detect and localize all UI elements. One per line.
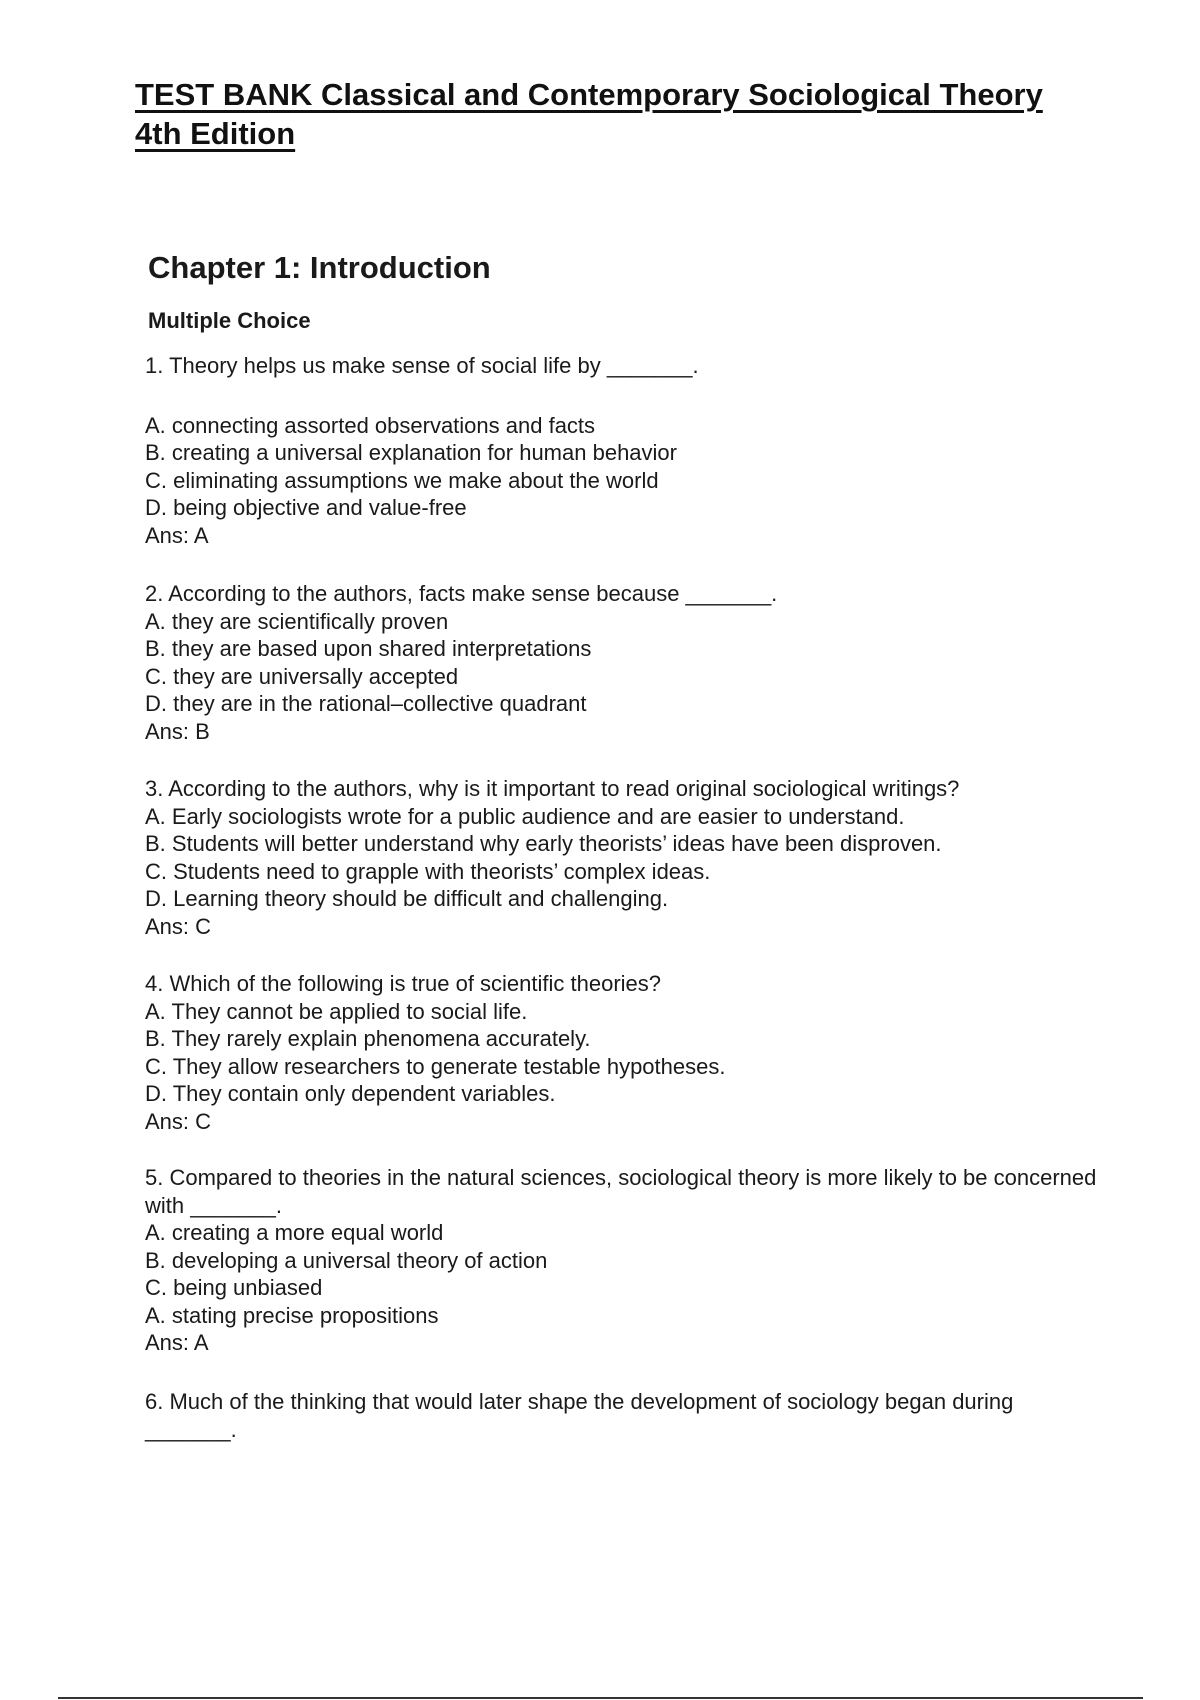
question-text: 5. Compared to theories in the natural sciences, sociological theory is more likely to be concerned with _______. [145, 1165, 1103, 1218]
answer-option: B. They rarely explain phenomena accurately. [145, 1026, 591, 1051]
answer-key: Ans: C [145, 1108, 212, 1134]
answer-option: B. creating a universal explanation for human behavior [145, 440, 677, 465]
question-2 [145, 580, 1105, 745]
question-3 [145, 775, 1105, 940]
answer-option: C. They allow researchers to generate testable hypotheses. [145, 1053, 726, 1079]
answer-option: A. connecting assorted observations and facts [145, 412, 596, 438]
answer-option: C. Students need to grapple with theorists’ complex ideas. [145, 858, 711, 884]
answer-option: C. eliminating assumptions we make about the world [145, 467, 659, 493]
answer-option: C. being unbiased [145, 1275, 323, 1300]
answer-key: Ans: C [145, 913, 212, 939]
answer-option: A. stating precise propositions [145, 1302, 439, 1328]
answer-option: A. Early sociologists wrote for a public audience and are easier to understand. [145, 803, 905, 829]
answer-option: A. creating a more equal world [145, 1220, 444, 1245]
question-text: 1. Theory helps us make sense of social life by _______. [145, 353, 699, 378]
question-4 [145, 970, 1105, 1135]
answer-key: Ans: A [145, 1330, 209, 1355]
question-5 [145, 1164, 1105, 1357]
answer-option: D. Learning theory should be difficult and challenging. [145, 886, 669, 911]
question-text: 6. Much of the thinking that would later shape the development of sociology began during _______. [145, 1389, 1020, 1442]
question-6 [145, 1388, 1105, 1443]
question-text: 4. Which of the following is true of scientific theories? [145, 971, 662, 996]
answer-key: Ans: A [145, 522, 209, 548]
question-text: 2. According to the authors, facts make sense because _______. [145, 581, 778, 606]
question-1 [145, 352, 1105, 549]
answer-option: D. they are in the rational–collective quadrant [145, 691, 587, 716]
answer-option: D. being objective and value-free [145, 495, 467, 520]
answer-option: B. Students will better understand why early theorists’ ideas have been disproven. [145, 831, 942, 856]
answer-option: A. They cannot be applied to social life. [145, 998, 528, 1024]
answer-key: Ans: B [145, 718, 210, 744]
question-text: 3. According to the authors, why is it important to read original sociological writings? [145, 776, 960, 801]
section-heading: Multiple Choice [148, 308, 311, 333]
answer-option: A. they are scientifically proven [145, 608, 449, 634]
answer-option: B. they are based upon shared interpretations [145, 636, 592, 661]
answer-option: C. they are universally accepted [145, 663, 459, 689]
chapter-title: Chapter 1: Introduction [148, 250, 491, 285]
document-title: TEST BANK Classical and Contemporary Sociological Theory 4th Edition [135, 77, 1043, 151]
page-divider [58, 1697, 1143, 1699]
answer-option: B. developing a universal theory of action [145, 1247, 548, 1273]
answer-option: D. They contain only dependent variables. [145, 1081, 556, 1106]
